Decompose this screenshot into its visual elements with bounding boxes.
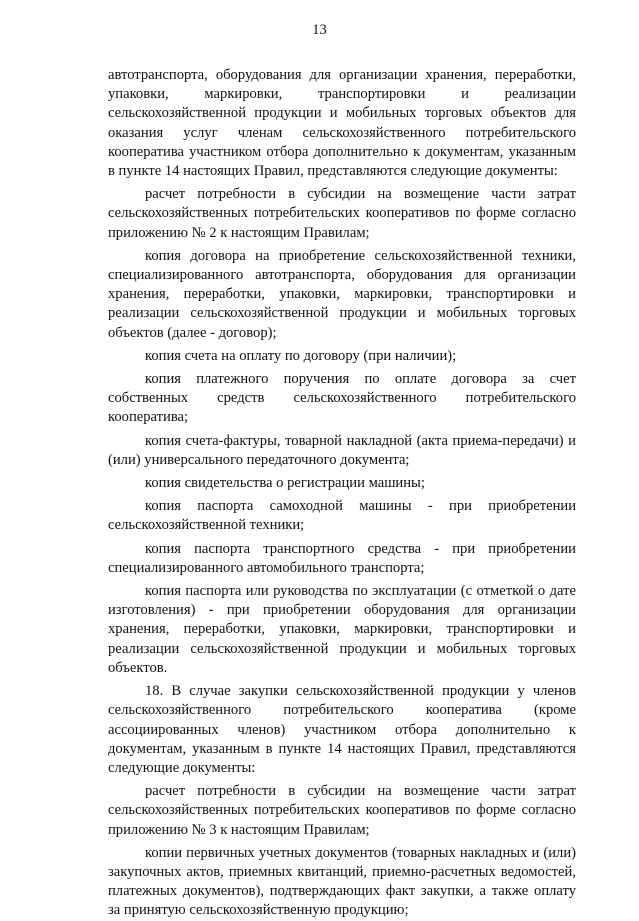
document-body [108,66,576,921]
paragraph-primary-documents-copies: копии первичных учетных документов (товарных накладных и (или) закупочных актов, приемных квитанций, приемно-расчетных ведомостей, платежных документов), подтверждающих факт закупки, а также оплату за принятую сельскохозяйственную продукцию; [108,844,576,919]
paragraph-tax-invoice-copy: копия счета-фактуры, товарной накладной (акта приема-передачи) и (или) универсального передаточного документа; [108,432,576,468]
paragraph-payment-order-copy: копия платежного поручения по оплате договора за счет собственных средств сельскохозяйственного потребительского кооператива; [108,371,576,426]
paragraph-contract-copy: копия договора на приобретение сельскохозяйственной техники, специализированного автотранспорта, оборудования для организации хранения, переработки, упаковки, маркировки, транспортировки и реализации сельскохозяйственной продукции и мобильных торговых объектов (далее - договор); [108,247,576,341]
paragraph-machine-passport-copy: копия паспорта самоходной машины - при приобретении сельскохозяйственной техники; [108,498,576,534]
paragraph-subsidy-calculation: расчет потребности в субсидии на возмещение части затрат сельскохозяйственных потребительских кооперативов по форме согласно приложению № 2 к настоящим Правилам; [108,186,576,241]
paragraph-invoice-copy: копия счета на оплату по договору (при наличии); [145,347,457,364]
paragraph-registration-certificate-copy: копия свидетельства о регистрации машины; [145,475,425,492]
paragraph-vehicle-passport-copy: копия паспорта транспортного средства - при приобретении специализированного автомобильного транспорта; [108,540,576,576]
page-number: 13 [312,22,327,38]
paragraph-continuation: автотранспорта, оборудования для организации хранения, переработки, упаковки, маркировки, транспортировки и реализации сельскохозяйственной продукции и мобильных торговых объектов для оказания услуг членам сельскохозяйственного потребительского кооператива участником отбора дополнительно к документам, указанным в пункте 14 настоящих Правил, представляются следующие документы: [108,67,576,180]
paragraph-equipment-manual-copy: копия паспорта или руководства по эксплуатации (с отметкой о дате изготовления) - при приобретении оборудования для организации хранения, переработки, упаковки, маркировки, транспортировки и реализации сельскохозяйственной продукции и мобильных торговых объектов. [108,583,576,676]
paragraph-section-18: 18. В случае закупки сельскохозяйственной продукции у членов сельскохозяйственного потребительского кооператива (кроме ассоциированных членов) участником отбора дополнительно к документам, указанным в пункте 14 настоящих Правил, представляются следующие документы: [108,683,576,776]
paragraph-subsidy-calculation-appendix-3: расчет потребности в субсидии на возмещение части затрат сельскохозяйственных потребительских кооперативов по форме согласно приложению № 3 к настоящим Правилам; [108,783,576,838]
